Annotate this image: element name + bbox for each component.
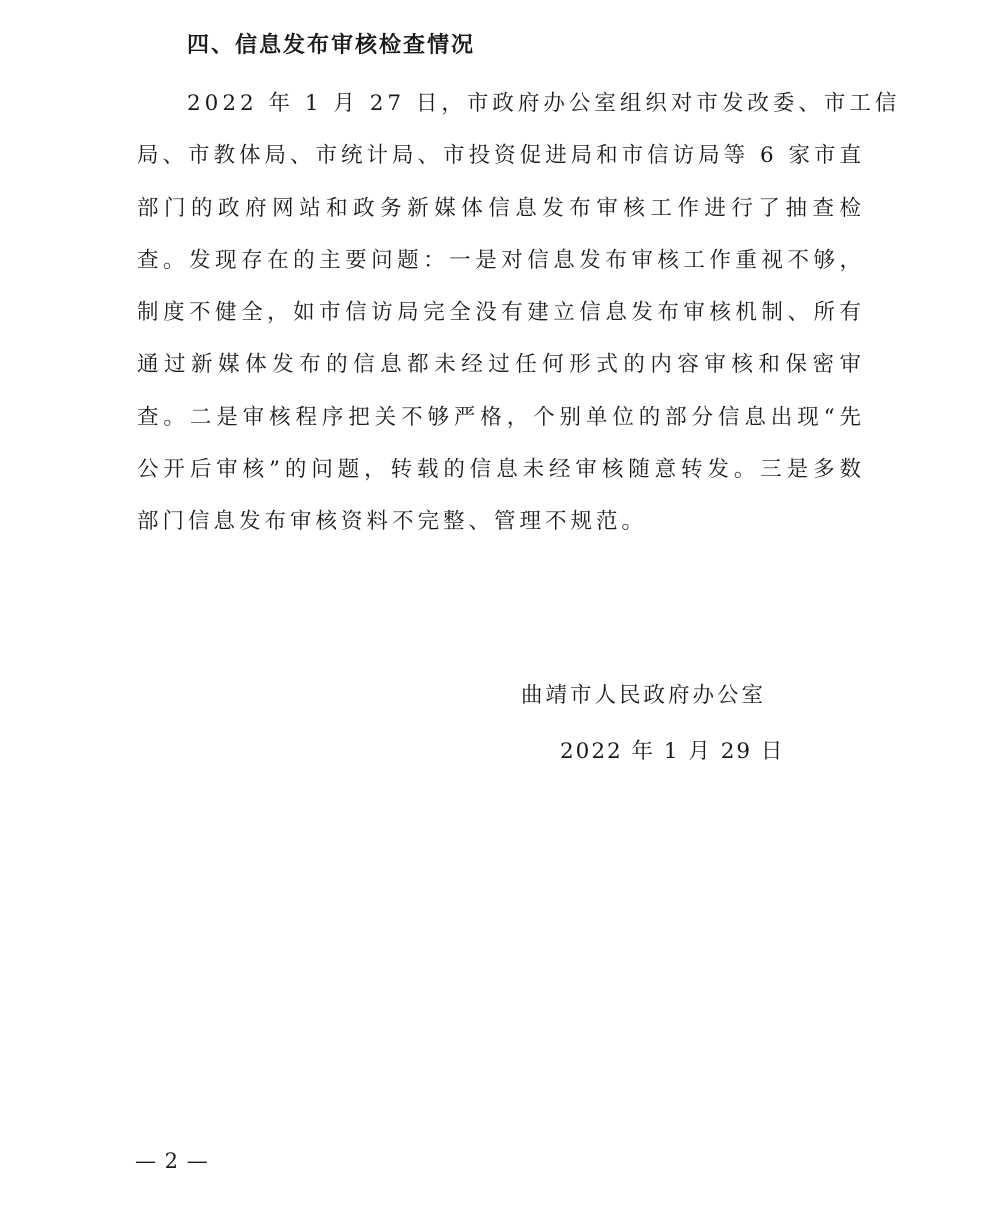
section-heading: 四、信息发布审核检查情况 [187, 33, 476, 58]
paragraph-line: 部门的政府网站和政务新媒体信息发布审核工作进行了抽查检 [137, 195, 865, 221]
paragraph-line: 查。二是审核程序把关不够严格，个别单位的部分信息出现“先 [137, 404, 865, 430]
paragraph-line: 局、市教体局、市统计局、市投资促进局和市信访局等 6 家市直 [137, 143, 865, 169]
body-paragraph [137, 78, 901, 549]
issue-date: 2022 年 1 月 29 日 [560, 739, 785, 764]
paragraph-line: 2022 年 1 月 27 日，市政府办公室组织对市发改委、市工信 [187, 91, 901, 116]
page-number: — 2 — [135, 1149, 209, 1173]
paragraph-line: 查。发现存在的主要问题：一是对信息发布审核工作重视不够， [137, 247, 865, 273]
paragraph-line: 公开后审核”的问题，转载的信息未经审核随意转发。三是多数 [137, 457, 865, 483]
paragraph-line: 制度不健全，如市信访局完全没有建立信息发布审核机制、所有 [137, 300, 865, 326]
paragraph-line: 部门信息发布审核资料不完整、管理不规范。 [137, 509, 648, 535]
issuer-signature: 曲靖市人民政府办公室 [521, 683, 767, 708]
paragraph-line: 通过新媒体发布的信息都未经过任何形式的内容审核和保密审 [137, 352, 865, 378]
